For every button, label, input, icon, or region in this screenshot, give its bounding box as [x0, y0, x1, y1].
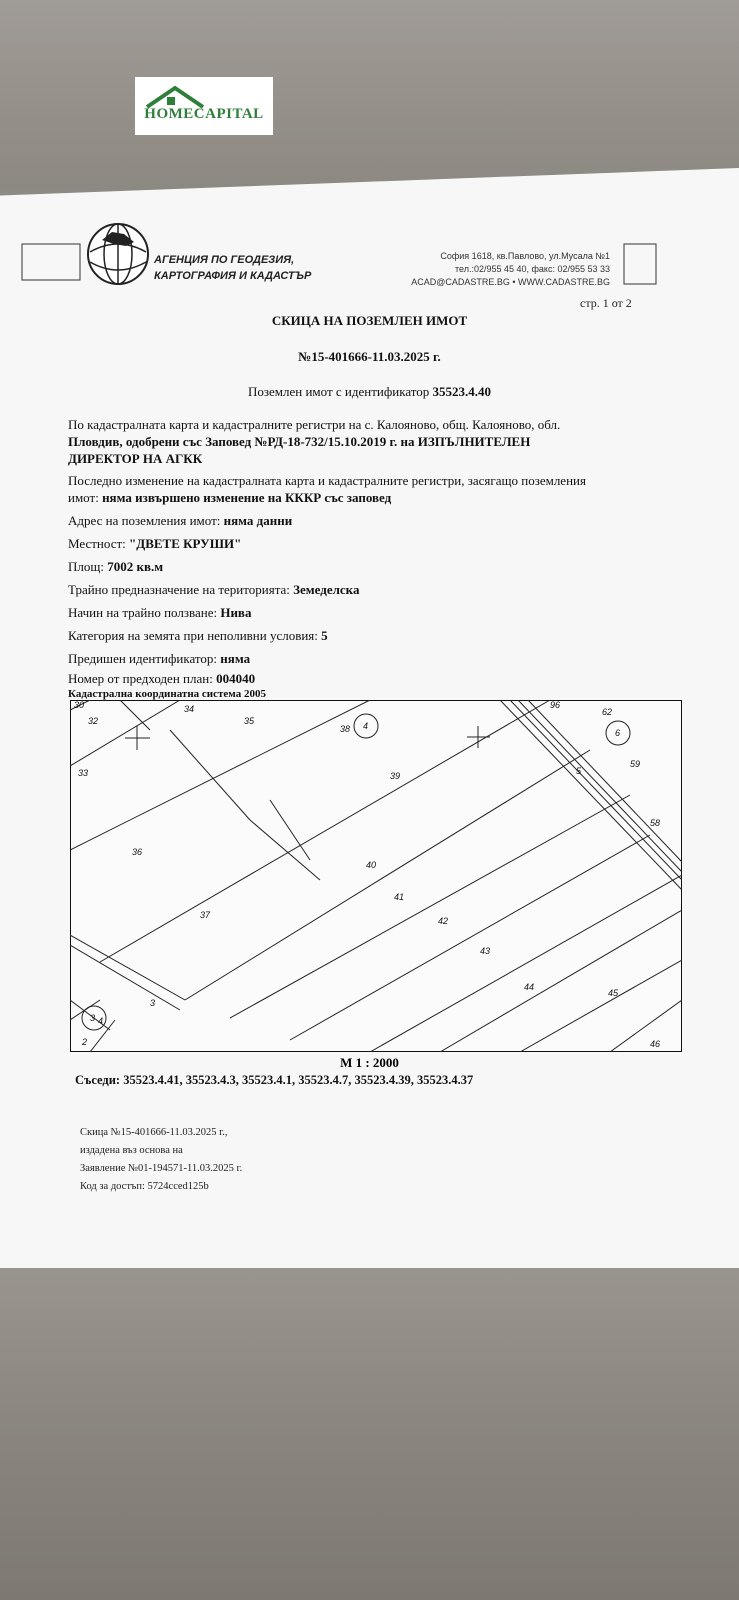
map-label: 44 [524, 982, 535, 992]
access-code-value: 5724cced125b [147, 1181, 209, 1192]
contact-phone: тел.:02/955 45 40, факс: 02/955 53 33 [454, 264, 610, 274]
area-value: 7002 кв.м [107, 559, 164, 574]
identifier-value: 35523.4.40 [432, 384, 492, 399]
map-label: 35 [244, 716, 255, 726]
category-value: 5 [321, 628, 328, 643]
identifier-label: Поземлен имот с идентификатор [247, 384, 430, 399]
map-label: 39 [390, 771, 401, 781]
address-value: няма данни [223, 513, 293, 528]
prev-id-label: Предишен идентификатор: [68, 651, 218, 666]
homecapital-logo [135, 77, 273, 135]
body-line-3: ДИРЕКТОР НА АГКК [68, 451, 203, 466]
prev-plan-value: 004040 [216, 671, 256, 686]
map-label: 38 [340, 724, 351, 734]
purpose-label: Трайно предназначение на територията: [68, 582, 290, 597]
last-change-label: имот: [68, 490, 99, 505]
map-label: 5 [576, 766, 582, 776]
map-label: 62 [602, 707, 613, 717]
map-label: 46 [650, 1039, 661, 1049]
map-label: 3 [90, 1013, 96, 1023]
footer-line-3: Заявление №01-194571-11.03.2025 г. [80, 1163, 243, 1174]
document-title: СКИЦА НА ПОЗЕМЛЕН ИМОТ [271, 313, 468, 328]
category-row [68, 627, 328, 644]
body-line-5 [68, 489, 391, 506]
use-row [68, 604, 251, 621]
footer-line-2: издадена въз основа на [80, 1145, 183, 1156]
contact-web: ACAD@CADASTRE.BG • WWW.CADASTRE.BG [411, 277, 610, 287]
address-label: Адрес на поземления имот: [68, 513, 221, 528]
agency-name [154, 252, 311, 284]
map-label: 37 [200, 910, 211, 920]
neighbors-label: Съседи: [75, 1073, 121, 1087]
page-number: стр. 1 от 2 [580, 296, 632, 310]
area-row [68, 558, 163, 575]
agency-header [20, 222, 660, 292]
document-number: №15-401666-11.03.2025 г. [298, 349, 441, 364]
map-label: 59 [630, 759, 641, 769]
map-label: 58 [650, 818, 661, 828]
locality-row [68, 535, 241, 552]
map-label: 45 [608, 988, 619, 998]
neighbors-list: 35523.4.41, 35523.4.3, 35523.4.1, 35523.4.7, 35523.4.39, 35523.4.37 [123, 1073, 474, 1087]
prev-id-row [68, 650, 250, 667]
area-label: Площ: [68, 559, 104, 574]
prev-plan-label: Номер от предходен план: [68, 671, 213, 686]
map-label: 3 [150, 998, 156, 1008]
map-label: 4 [98, 1016, 104, 1026]
logo-text: HOMECAPITAL [144, 105, 264, 122]
address-row [68, 512, 292, 529]
footer-line-4 [80, 1181, 209, 1192]
prev-id-value: няма [220, 651, 251, 666]
map-label: 4 [363, 721, 369, 731]
map-label: 34 [184, 704, 195, 714]
agency-name-line1: АГЕНЦИЯ ПО ГЕОДЕЗИЯ, [154, 254, 295, 266]
agency-name-line2: КАРТОГРАФИЯ И КАДАСТЪР [154, 270, 312, 282]
property-identifier [0, 384, 739, 400]
body-line-1: По кадастралната карта и кадастралните регистри на с. Калояново, общ. Калояново, обл. [68, 417, 561, 432]
footer-line-1: Скица №15-401666-11.03.2025 г., [80, 1127, 228, 1138]
map-label: 32 [88, 716, 99, 726]
map-label: 33 [78, 768, 89, 778]
last-change-value: няма извършено изменение на КККР със заповед [102, 490, 392, 505]
body-line-4: Последно изменение на кадастралната карта и кадастралните регистри, засягащо поземления [68, 473, 586, 488]
prev-plan-row [68, 670, 255, 687]
neighbors-row [75, 1073, 473, 1088]
locality-value: "ДВЕТЕ КРУШИ" [129, 536, 242, 551]
map-label: 2 [82, 1037, 88, 1047]
background-top [0, 0, 739, 190]
use-label: Начин на трайно ползване: [68, 605, 218, 620]
map-label: 36 [132, 847, 143, 857]
map-label: 42 [438, 916, 449, 926]
map-label: 96 [550, 700, 561, 710]
category-label: Категория на земята при неполивни условия: [68, 628, 318, 643]
access-code-label: Код за достъп: [80, 1181, 145, 1192]
purpose-row [68, 581, 359, 598]
map-label: 41 [394, 892, 405, 902]
cadastral-map [70, 700, 682, 1052]
map-scale: М 1 : 2000 [340, 1055, 399, 1070]
map-label: 30 [74, 700, 85, 710]
map-label: 40 [366, 860, 377, 870]
purpose-value: Земеделска [293, 582, 360, 597]
map-label: 6 [615, 728, 621, 738]
map-label: 43 [480, 946, 491, 956]
contact-address: София 1618, кв.Павлово, ул.Мусала №1 [440, 251, 610, 261]
agency-contact [400, 250, 610, 289]
locality-label: Местност: [68, 536, 126, 551]
background-bottom [0, 1262, 739, 1600]
body-line-2: Пловдив, одобрени със Заповед №РД-18-732/15.10.2019 г. на ИЗПЪЛНИТЕЛЕН [68, 434, 531, 449]
use-value: Нива [220, 605, 252, 620]
coordinate-system-label: Кадастрална координатна система 2005 [68, 688, 266, 700]
